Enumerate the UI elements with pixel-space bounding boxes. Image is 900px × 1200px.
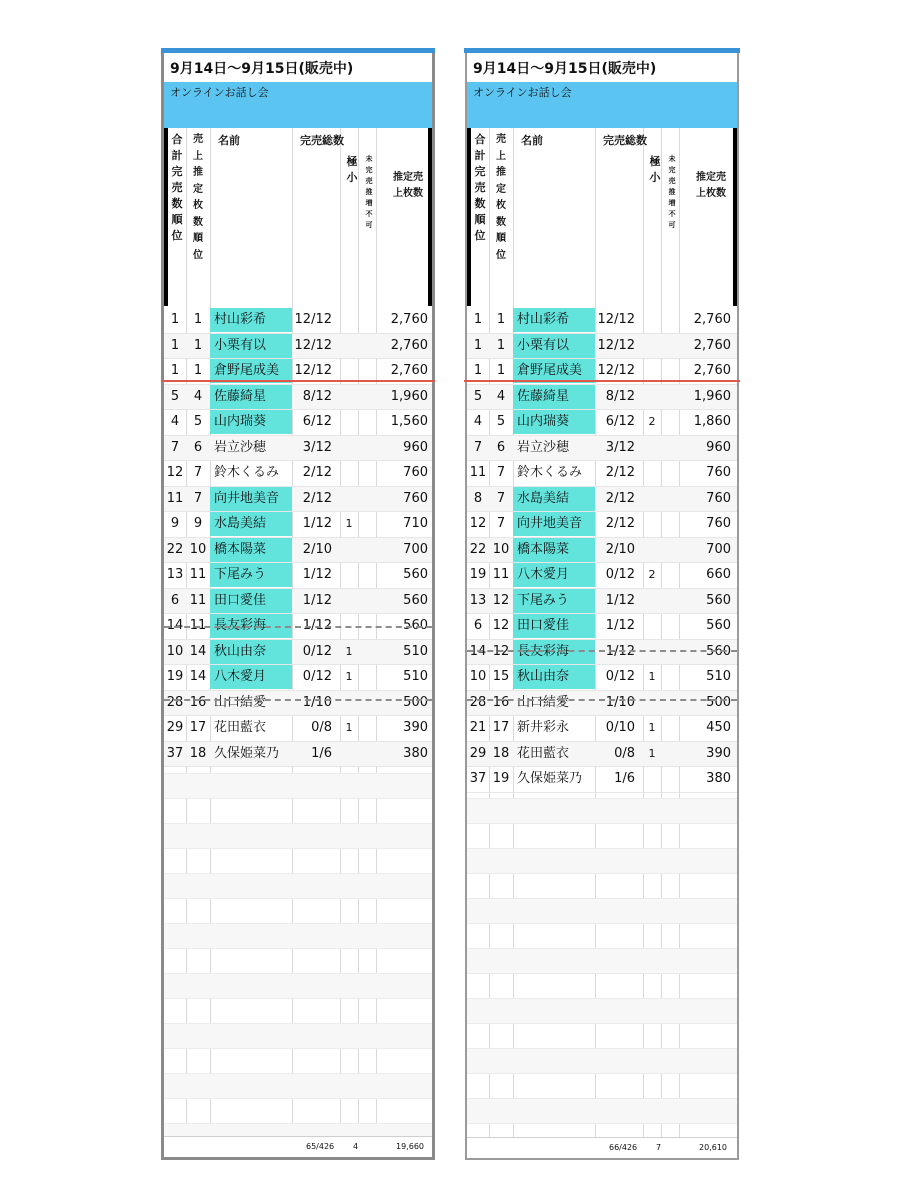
tiny-count: 2 [648, 415, 656, 428]
panel-top-bar [464, 48, 740, 53]
table-row [164, 640, 432, 666]
empty-row [164, 924, 432, 949]
estimated-sales: 510 [403, 643, 428, 659]
sold-count: 3/12 [605, 439, 635, 455]
total-rank-cell: 6 [473, 618, 483, 633]
member-name: 秋山由奈 [513, 665, 595, 689]
table-row [467, 308, 737, 334]
member-name: 水島美結 [210, 512, 292, 536]
event-name: オンラインお話し会 [164, 82, 432, 128]
empty-row [467, 849, 737, 874]
member-name: 佐藤綺星 [210, 385, 292, 409]
empty-row [164, 799, 432, 824]
header-total-rank: 合計完売数順位 [474, 133, 486, 242]
estimated-sales: 760 [706, 490, 731, 506]
table-row [164, 461, 432, 487]
sold-count: 12/12 [597, 337, 635, 353]
member-name: 村山彩希 [210, 308, 292, 332]
total-rank-cell: 11 [166, 490, 184, 506]
sales-rank-cell: 7 [496, 490, 506, 506]
table-row [164, 334, 432, 360]
estimated-sales: 500 [706, 694, 731, 710]
panel-title: 9月14日〜9月15日(販売中) [164, 54, 432, 83]
tiny-count: 1 [345, 517, 353, 530]
sales-rank-cell: 1 [193, 337, 203, 353]
header-unsold: 未完売推増不可 [668, 155, 676, 229]
sold-count: 3/12 [302, 439, 332, 455]
table-row [164, 538, 432, 564]
total-rank-cell: 28 [469, 694, 487, 710]
sales-rank-cell: 11 [189, 592, 207, 608]
panel-top-bar [161, 48, 435, 53]
sold-count: 1/12 [302, 618, 332, 633]
estimated-sales: 560 [706, 618, 731, 633]
sold-count: 0/8 [311, 720, 332, 735]
sold-count: 1/12 [605, 592, 635, 608]
sales-rank-cell: 19 [492, 771, 510, 786]
total-rank-cell: 12 [166, 465, 184, 480]
member-name: 長友彩海 [210, 614, 292, 638]
estimated-sales: 760 [403, 465, 428, 480]
empty-row [467, 874, 737, 899]
top-tier-divider [161, 380, 435, 382]
total-rank-cell: 13 [469, 592, 487, 608]
sold-count: 1/10 [302, 694, 332, 710]
sales-rank-cell: 7 [193, 490, 203, 506]
empty-row [467, 974, 737, 999]
total-rank-cell: 1 [170, 312, 180, 327]
total-tiny: 7 [656, 1143, 662, 1152]
total-sold: 66/426 [609, 1143, 638, 1152]
sales-rank-cell: 12 [492, 592, 510, 608]
sales-rank-cell: 10 [492, 541, 510, 557]
sold-count: 0/12 [302, 643, 332, 659]
estimated-sales: 710 [403, 516, 428, 531]
total-rank-cell: 8 [473, 490, 483, 506]
total-sold: 65/426 [306, 1142, 335, 1151]
estimated-sales: 2,760 [390, 337, 428, 353]
total-rank-cell: 10 [166, 643, 184, 659]
header-name: 名前 [521, 134, 543, 147]
member-name: 小栗有以 [210, 334, 292, 358]
empty-row [467, 1049, 737, 1074]
header-estimate: 推定売上枚数 [393, 172, 423, 199]
estimated-sales: 700 [403, 541, 428, 557]
empty-row [164, 774, 432, 799]
total-rank-cell: 1 [170, 363, 180, 378]
member-name: 村山彩希 [513, 308, 595, 332]
total-rank-cell: 22 [469, 541, 487, 557]
table-row [467, 716, 737, 742]
sold-count: 2/10 [605, 541, 635, 557]
table-row [164, 436, 432, 462]
total-rank-cell: 1 [473, 312, 483, 327]
total-rank-cell: 12 [469, 516, 487, 531]
member-name: 久保姫菜乃 [517, 771, 583, 786]
table-row [164, 563, 432, 589]
member-name: 岩立沙穂 [517, 439, 570, 455]
table-row [467, 385, 737, 411]
sold-count: 1/6 [311, 745, 332, 761]
sold-count: 1/6 [614, 771, 635, 786]
sales-rank-cell: 18 [492, 745, 510, 761]
table-row [467, 410, 737, 436]
estimated-sales: 450 [706, 720, 731, 735]
sales-rank-cell: 5 [496, 414, 506, 429]
empty-row [467, 924, 737, 949]
tier-divider-dashed [467, 699, 737, 701]
estimated-sales: 1,860 [693, 414, 731, 429]
header-sales-rank: 売上推定枚数順位 [193, 134, 203, 261]
tier-divider-dashed [164, 626, 432, 628]
estimated-sales: 1,960 [693, 388, 731, 404]
member-name: 水島美結 [513, 487, 595, 511]
empty-row [467, 799, 737, 824]
sold-count: 2/12 [302, 465, 332, 480]
table-row [467, 691, 737, 717]
empty-row [467, 1074, 737, 1099]
event-name: オンラインお話し会 [467, 82, 737, 128]
sales-rank-cell: 1 [496, 312, 506, 327]
sold-count: 12/12 [294, 312, 332, 327]
empty-row [164, 949, 432, 974]
sales-rank-cell: 14 [189, 643, 207, 659]
estimated-sales: 390 [706, 745, 731, 761]
member-name: 橋本陽菜 [210, 538, 292, 562]
estimated-sales: 660 [706, 567, 731, 582]
table-header [467, 128, 737, 306]
total-rank-cell: 21 [469, 720, 487, 735]
sold-count: 0/10 [605, 720, 635, 735]
totals-row [164, 1136, 432, 1157]
total-rank-cell: 11 [469, 465, 487, 480]
sold-count: 1/12 [605, 643, 635, 659]
table-row [467, 461, 737, 487]
sold-count: 6/12 [302, 414, 332, 429]
total-rank-cell: 1 [473, 337, 483, 353]
member-name: 秋山由奈 [210, 640, 292, 664]
sold-count: 12/12 [294, 363, 332, 378]
table-row [467, 614, 737, 640]
member-name: 新井彩永 [517, 720, 570, 735]
total-rank-cell: 28 [166, 694, 184, 710]
sold-count: 2/12 [302, 490, 332, 506]
total-rank-cell: 1 [473, 363, 483, 378]
member-name: 八木愛月 [210, 665, 292, 689]
header-sold-total: 完売総数 [603, 134, 647, 147]
sales-rank-cell: 7 [496, 516, 506, 531]
table-row [467, 563, 737, 589]
tier-divider-dashed [164, 699, 432, 701]
sales-rank-cell: 1 [496, 363, 506, 378]
member-name: 向井地美音 [210, 487, 292, 511]
table-row [164, 589, 432, 615]
sales-rank-cell: 1 [193, 363, 203, 378]
sold-count: 2/12 [605, 516, 635, 531]
member-name: 倉野尾成美 [513, 359, 595, 383]
estimated-sales: 560 [403, 618, 428, 633]
header-estimate: 推定売上枚数 [696, 172, 726, 199]
sold-count: 2/12 [605, 490, 635, 506]
total-rank-cell: 13 [166, 567, 184, 582]
total-rank-cell: 6 [170, 592, 180, 608]
table-row [467, 538, 737, 564]
table-row [467, 436, 737, 462]
empty-row [467, 899, 737, 924]
member-name: 山内瑞葵 [513, 410, 595, 434]
totals-row [467, 1137, 737, 1158]
member-name: 下尾みう [210, 563, 292, 587]
sales-rank-cell: 7 [496, 465, 506, 480]
header-tiny: 極小 [346, 155, 358, 184]
sales-rank-cell: 14 [189, 669, 207, 684]
total-rank-cell: 22 [166, 541, 184, 557]
sales-rank-cell: 5 [193, 414, 203, 429]
sold-count: 12/12 [294, 337, 332, 353]
member-name: 向井地美音 [513, 512, 595, 536]
member-name: 倉野尾成美 [210, 359, 292, 383]
member-name: 下尾みう [513, 589, 595, 613]
estimated-sales: 2,760 [390, 312, 428, 327]
tiny-count: 1 [345, 721, 353, 734]
total-rank-cell: 7 [170, 439, 180, 455]
member-name: 田口愛佳 [210, 589, 292, 613]
estimated-sales: 390 [403, 720, 428, 735]
total-rank-cell: 10 [469, 669, 487, 684]
header-name: 名前 [218, 134, 240, 147]
empty-row [467, 1099, 737, 1124]
member-name: 山内瑞葵 [210, 410, 292, 434]
estimated-sales: 960 [403, 439, 428, 455]
sold-count: 1/12 [605, 618, 635, 633]
empty-row [164, 1099, 432, 1124]
sales-rank-cell: 12 [492, 618, 510, 633]
table-row [164, 691, 432, 717]
empty-row [164, 824, 432, 849]
empty-row [164, 874, 432, 899]
sold-count: 12/12 [597, 312, 635, 327]
estimated-sales: 1,560 [390, 414, 428, 429]
empty-row [467, 824, 737, 849]
empty-row [467, 949, 737, 974]
table-row [164, 385, 432, 411]
table-row [164, 716, 432, 742]
table-row [164, 410, 432, 436]
sales-rank-cell: 17 [492, 720, 510, 735]
sold-count: 0/12 [605, 669, 635, 684]
estimated-sales: 760 [403, 490, 428, 506]
empty-row [164, 999, 432, 1024]
member-name: 鈴木くるみ [214, 465, 280, 480]
total-rank-cell: 9 [170, 516, 180, 531]
header-sold-total: 完売総数 [300, 134, 344, 147]
sold-count: 1/12 [302, 567, 332, 582]
estimated-sales: 560 [706, 592, 731, 608]
sales-rank-cell: 1 [193, 312, 203, 327]
sales-rank-cell: 16 [492, 694, 510, 710]
estimated-sales: 380 [403, 745, 428, 761]
estimated-sales: 510 [706, 669, 731, 684]
table-row [467, 487, 737, 513]
sold-count: 6/12 [605, 414, 635, 429]
member-name: 田口愛佳 [513, 614, 595, 638]
member-name: 花田藍衣 [214, 720, 267, 735]
sales-rank-cell: 18 [189, 745, 207, 761]
sold-count: 0/12 [605, 567, 635, 582]
total-rank-cell: 29 [469, 745, 487, 761]
member-name: 山口結愛 [214, 694, 267, 710]
estimated-sales: 1,960 [390, 388, 428, 404]
sales-rank-cell: 6 [496, 439, 506, 455]
sales-rank-cell: 15 [492, 669, 510, 684]
member-name: 佐藤綺星 [513, 385, 595, 409]
table-header [164, 128, 432, 306]
header-sales-rank: 売上推定枚数順位 [496, 134, 506, 261]
empty-row [164, 1024, 432, 1049]
sales-rank-cell: 11 [189, 567, 207, 582]
sales-rank-cell: 9 [193, 516, 203, 531]
sold-count: 1/10 [605, 694, 635, 710]
empty-row [164, 899, 432, 924]
empty-rows [467, 774, 737, 1149]
ranking-panel-left [161, 48, 435, 1160]
total-rank-cell: 19 [469, 567, 487, 582]
sales-rank-cell: 1 [496, 337, 506, 353]
sold-count: 2/10 [302, 541, 332, 557]
member-name: 久保姫菜乃 [214, 745, 280, 761]
empty-row [164, 849, 432, 874]
sold-count: 0/12 [302, 669, 332, 684]
table-row [467, 640, 737, 666]
tiny-count: 2 [648, 568, 656, 581]
sold-count: 2/12 [605, 465, 635, 480]
empty-row [467, 999, 737, 1024]
table-row [467, 589, 737, 615]
total-rank-cell: 5 [170, 388, 180, 404]
estimated-sales: 960 [706, 439, 731, 455]
estimated-sales: 2,760 [693, 337, 731, 353]
header-unsold: 未完売推増不可 [365, 155, 373, 229]
member-name: 岩立沙穂 [214, 439, 267, 455]
table-row [467, 742, 737, 768]
total-estimate: 19,660 [396, 1142, 424, 1151]
estimated-sales: 380 [706, 771, 731, 786]
total-rank-cell: 37 [166, 745, 184, 761]
estimated-sales: 700 [706, 541, 731, 557]
empty-row [164, 1074, 432, 1099]
tiny-count: 1 [345, 644, 353, 658]
total-rank-cell: 14 [469, 643, 487, 659]
sales-rank-cell: 4 [496, 388, 506, 404]
estimated-sales: 560 [403, 567, 428, 582]
top-tier-divider [464, 380, 740, 382]
table-row [164, 512, 432, 538]
estimated-sales: 560 [403, 592, 428, 608]
total-estimate: 20,610 [699, 1143, 727, 1152]
sales-rank-cell: 12 [492, 643, 510, 659]
table-row [467, 512, 737, 538]
tiny-count: 1 [648, 721, 656, 734]
total-rank-cell: 4 [473, 414, 483, 429]
ranking-panel-right [465, 48, 739, 1160]
estimated-sales: 760 [706, 516, 731, 531]
table-row [164, 487, 432, 513]
member-name: 橋本陽菜 [513, 538, 595, 562]
empty-row [164, 749, 432, 774]
table-row [467, 665, 737, 691]
sales-rank-cell: 6 [193, 439, 203, 455]
sold-count: 8/12 [605, 388, 635, 404]
estimated-sales: 2,760 [390, 363, 428, 378]
header-tiny: 極小 [649, 155, 661, 184]
total-rank-cell: 1 [170, 337, 180, 353]
panel-title: 9月14日〜9月15日(販売中) [467, 54, 737, 83]
member-name: 八木愛月 [513, 563, 595, 587]
estimated-sales: 2,760 [693, 363, 731, 378]
sold-count: 8/12 [302, 388, 332, 404]
table-row [164, 308, 432, 334]
sales-rank-cell: 17 [189, 720, 207, 735]
total-rank-cell: 37 [469, 771, 487, 786]
total-rank-cell: 19 [166, 669, 184, 684]
table-row [164, 665, 432, 691]
empty-row [164, 1049, 432, 1074]
estimated-sales: 2,760 [693, 312, 731, 327]
total-rank-cell: 4 [170, 414, 180, 429]
table-row [467, 334, 737, 360]
total-rank-cell: 14 [166, 618, 184, 633]
sales-rank-cell: 4 [193, 388, 203, 404]
member-name: 山口結愛 [517, 694, 570, 710]
header-total-rank: 合計完売数順位 [171, 133, 183, 242]
estimated-sales: 510 [403, 669, 428, 684]
member-name: 鈴木くるみ [517, 465, 583, 480]
sales-rank-cell: 10 [189, 541, 207, 557]
member-name: 長友彩海 [513, 640, 595, 664]
sold-count: 12/12 [597, 363, 635, 378]
total-rank-cell: 7 [473, 439, 483, 455]
estimated-sales: 760 [706, 465, 731, 480]
tier-divider-dashed [467, 650, 737, 652]
sales-rank-cell: 7 [193, 465, 203, 480]
total-rank-cell: 5 [473, 388, 483, 404]
sales-rank-cell: 11 [189, 618, 207, 633]
empty-row [467, 1024, 737, 1049]
sold-count: 1/12 [302, 516, 332, 531]
sales-rank-cell: 11 [492, 567, 510, 582]
tiny-count: 1 [648, 670, 656, 683]
member-name: 花田藍衣 [517, 745, 570, 761]
sold-count: 0/8 [614, 745, 635, 761]
sales-rank-cell: 16 [189, 694, 207, 710]
sold-count: 1/12 [302, 592, 332, 608]
empty-rows [164, 749, 432, 1149]
total-tiny: 4 [353, 1142, 359, 1151]
total-rank-cell: 29 [166, 720, 184, 735]
estimated-sales: 500 [403, 694, 428, 710]
tiny-count: 1 [648, 746, 656, 760]
tiny-count: 1 [345, 670, 353, 683]
empty-row [164, 974, 432, 999]
empty-row [467, 774, 737, 799]
member-name: 小栗有以 [513, 334, 595, 358]
estimated-sales: 560 [706, 643, 731, 659]
